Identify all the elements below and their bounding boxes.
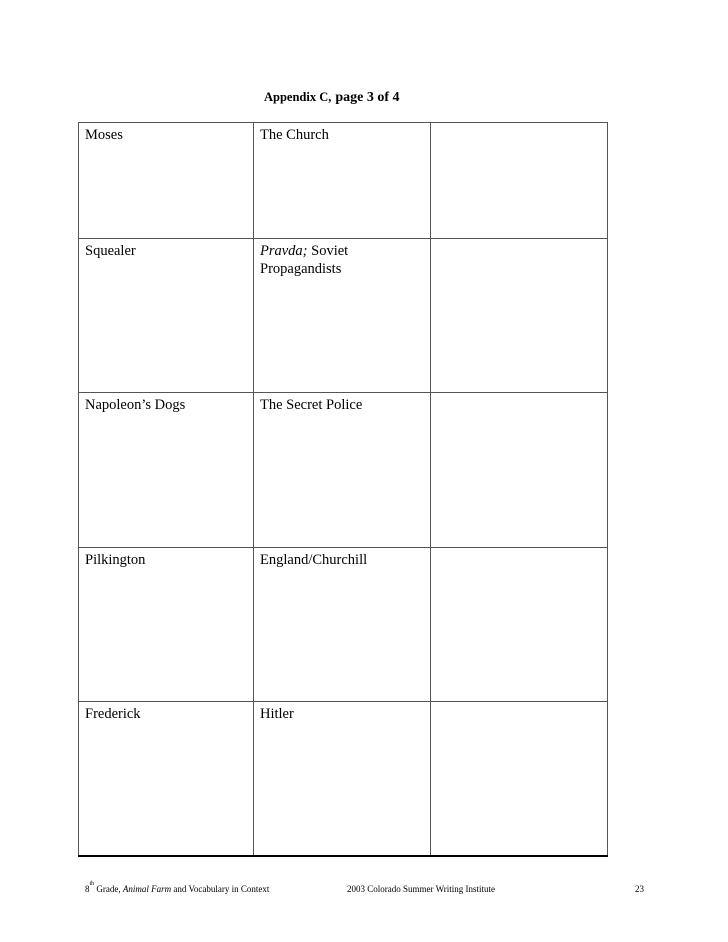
table-row: [79, 239, 608, 393]
table-row: [79, 123, 608, 239]
notes-cell: [431, 548, 608, 702]
footer-grade-word: Grade,: [94, 884, 123, 894]
represents-italic: Pravda;: [260, 243, 308, 259]
appendix-page: page 3 of 4: [335, 90, 400, 105]
footer-page-number: 23: [635, 884, 644, 894]
notes-cell: [431, 393, 608, 548]
character-cell: Squealer: [79, 239, 254, 393]
represents-cell: England/Churchill: [254, 548, 431, 702]
footer-book-title: Animal Farm: [122, 884, 172, 894]
represents-cell: Hitler: [254, 702, 431, 857]
footer-course-rest: and Vocabulary in Context: [171, 884, 270, 894]
table-row: [79, 393, 608, 548]
table-row: [79, 702, 608, 857]
footer-course: [85, 881, 270, 894]
footer-institute: 2003 Colorado Summer Writing Institute: [347, 884, 495, 894]
represents-cell: The Church: [254, 123, 431, 239]
character-cell: Moses: [79, 123, 254, 239]
represents-cell: The Secret Police: [254, 393, 431, 548]
represents-rest: Soviet Propagandists: [260, 243, 349, 277]
notes-cell: [431, 239, 608, 393]
appendix-label: Appendix C,: [264, 90, 332, 104]
notes-cell: [431, 123, 608, 239]
table-row: [79, 548, 608, 702]
character-cell: Pilkington: [79, 548, 254, 702]
footer-grade-number: 8: [85, 884, 90, 894]
character-cell: Napoleon’s Dogs: [79, 393, 254, 548]
appendix-heading: [264, 88, 400, 106]
character-cell: Frederick: [79, 702, 254, 857]
footer-grade-suffix: th: [89, 881, 95, 887]
character-allegory-table: [78, 122, 608, 857]
notes-cell: [431, 702, 608, 857]
represents-cell: [254, 239, 431, 393]
